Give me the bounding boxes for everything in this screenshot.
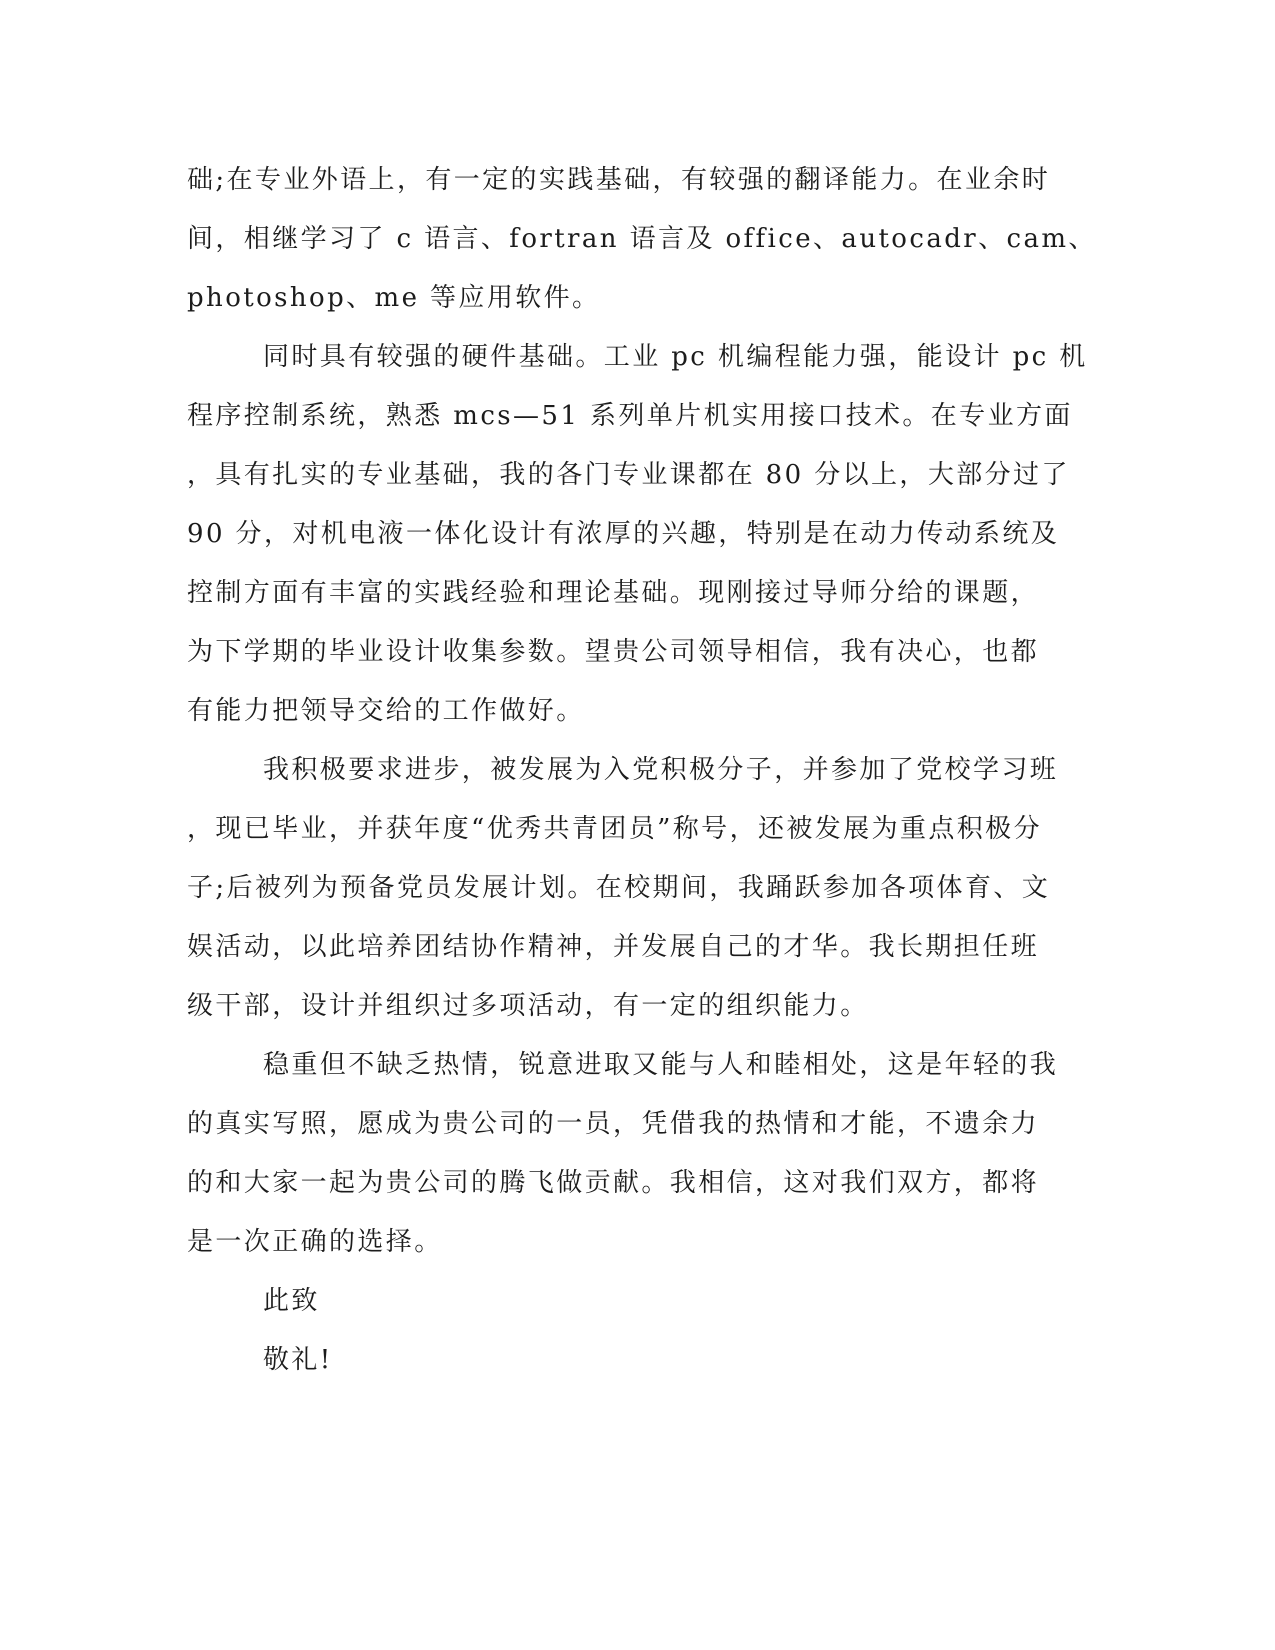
text-line: 级干部，设计并组织过多项活动，有一定的组织能力。 <box>187 991 869 1021</box>
text-line: 间，相继学习了 c 语言、fortran 语言及 office、autocadr、cam、 <box>187 224 1097 254</box>
text-line: 90 分，对机电液一体化设计有浓厚的兴趣，特别是在动力传动系统及 <box>187 519 1060 549</box>
text-line: photoshop、me 等应用软件。 <box>187 283 601 313</box>
text-line: 子;后被列为预备党员发展计划。在校期间，我踊跃参加各项体育、文 <box>187 873 1051 903</box>
text-line: 为下学期的毕业设计收集参数。望贵公司领导相信，我有决心，也都 <box>187 637 1040 667</box>
text-line: 有能力把领导交给的工作做好。 <box>187 696 585 726</box>
closing-regards: 敬礼! <box>263 1345 333 1375</box>
paragraph-first-line: 稳重但不缺乏热情，锐意进取又能与人和睦相处，这是年轻的我 <box>263 1050 1059 1080</box>
paragraph-first-line: 同时具有较强的硬件基础。工业 pc 机编程能力强，能设计 pc 机 <box>263 342 1088 372</box>
text-line: 程序控制系统，熟悉 mcs—51 系列单片机实用接口技术。在专业方面 <box>187 401 1073 431</box>
text-line: 娱活动，以此培养团结协作精神，并发展自己的才华。我长期担任班 <box>187 932 1040 962</box>
text-line: ，具有扎实的专业基础，我的各门专业课都在 80 分以上，大部分过了 <box>187 460 1070 490</box>
text-line: 是一次正确的选择。 <box>187 1227 443 1257</box>
text-line: 的真实写照，愿成为贵公司的一员，凭借我的热情和才能，不遗余力 <box>187 1109 1040 1139</box>
paragraph-first-line: 我积极要求进步，被发展为入党积极分子，并参加了党校学习班 <box>263 755 1059 785</box>
closing-salutation: 此致 <box>263 1286 320 1316</box>
text-line: 础;在专业外语上，有一定的实践基础，有较强的翻译能力。在业余时 <box>187 165 1051 195</box>
text-line: ，现已毕业，并获年度“优秀共青团员”称号，还被发展为重点积极分 <box>187 814 1042 844</box>
text-line: 控制方面有丰富的实践经验和理论基础。现刚接过导师分给的课题， <box>187 578 1040 608</box>
text-line: 的和大家一起为贵公司的腾飞做贡献。我相信，这对我们双方，都将 <box>187 1168 1040 1198</box>
